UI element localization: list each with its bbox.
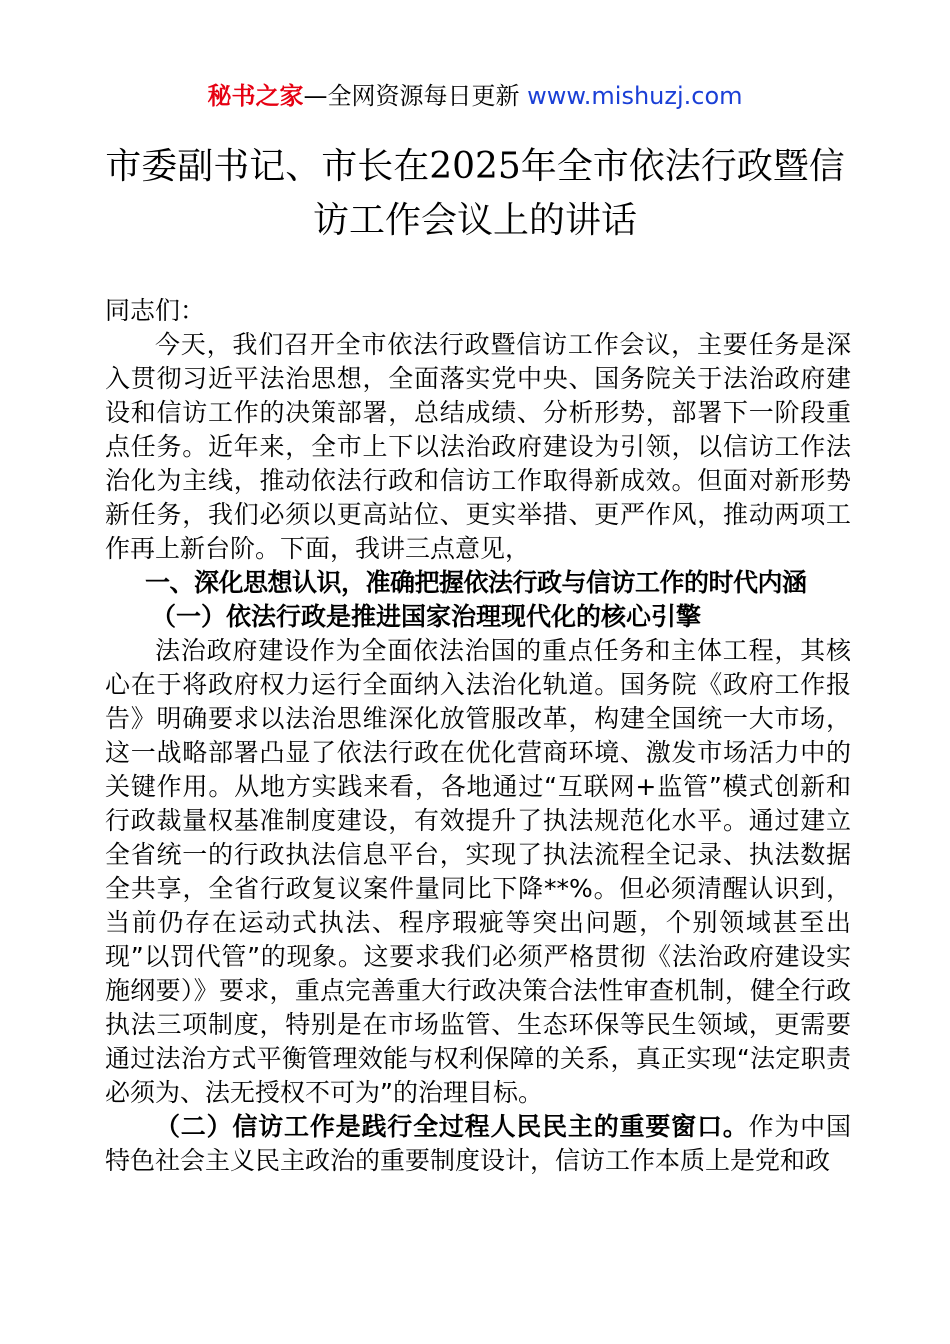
- subsection-body-2: 作为中国特色社会主义民主政治的重要制度设计，信访工作本质上是党和政: [105, 1112, 851, 1175]
- subsection-body-1: 法治政府建设作为全面依法治国的重点任务和主体工程，其核心在于将政府权力运行全面纳入法治化轨道。国务院《政府工作报告》明确要求以法治思维深化放管服改革，构建全国统一大市场，这一战略部署凸显了依法行政在优化营商环境、激发市场活力中的关键作用。从地方实践来看，各地通过“互联网+监管”模式创新和行政裁量权基准制度建设，有效提升了执法规范化水平。通过建立全省统一的行政执法信息平台，实现了执法流程全记录、执法数据全共享，全省行政复议案件量同比下降**%。但必须清醒认识到，当前仍存在运动式执法、程序瑕疵等突出问题，个别领域甚至出现”以罚代管”的现象。这要求我们必须严格贯彻《法治政府建设实施纲要）》要求，重点完善重大行政决策合法性审查机制，健全行政执法三项制度，特别是在市场监管、生态环保等民生领域，更需要通过法治方式平衡管理效能与权利保障的关系，真正实现“法定职责必须为、法无授权不可为”的治理目标。: [105, 636, 851, 1107]
- subsection-heading-1: （一）依法行政是推进国家治理现代化的核心引擎: [151, 602, 702, 631]
- document-body: [105, 294, 851, 1178]
- site-url-link[interactable]: www.mishuzj.com: [527, 82, 743, 110]
- document-title: 市委副书记、市长在2025年全市依法行政暨信访工作会议上的讲话: [105, 146, 845, 241]
- subsection-paragraph-2: [105, 1110, 851, 1178]
- header-tagline: —全网资源每日更新: [303, 82, 528, 110]
- site-header: [0, 80, 950, 112]
- brand-name: 秘书之家: [207, 82, 304, 110]
- subsection-heading-2: （二）信访工作是践行全过程人民民主的重要窗口。: [155, 1112, 749, 1141]
- section-heading-1: 一、深化思想认识，准确把握依法行政与信访工作的时代内涵: [145, 568, 807, 597]
- salutation: 同志们：: [105, 296, 206, 325]
- intro-paragraph: 今天，我们召开全市依法行政暨信访工作会议，主要任务是深入贯彻习近平法治思想，全面落实党中央、国务院关于法治政府建设和信访工作的决策部署，总结成绩、分析形势，部署下一阶段重点任务。近年来，全市上下以法治政府建设为引领，以信访工作法治化为主线，推动依法行政和信访工作取得新成效。但面对新形势新任务，我们必须以更高站位、更实举措、更严作风，推动两项工作再上新台阶。下面，我讲三点意见，: [105, 330, 851, 563]
